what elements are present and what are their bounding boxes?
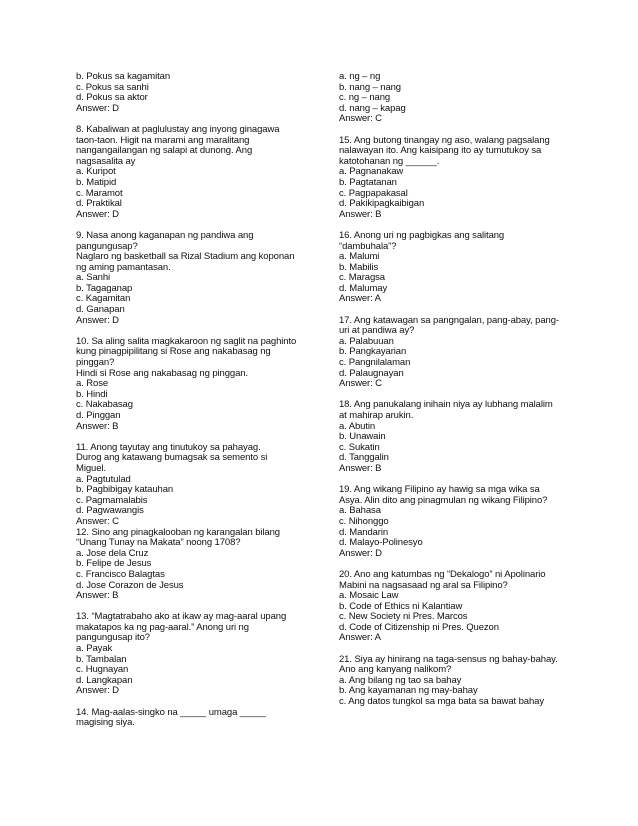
right-text-line: d. Malayo-Polinesyo bbox=[339, 537, 423, 549]
left-text-line: a. Kuripot bbox=[76, 166, 116, 178]
left-text-line: Naglaro ng basketball sa Rizal Stadium ang koponan bbox=[76, 251, 295, 263]
left-text-line: Answer: D bbox=[76, 685, 119, 697]
right-text-line: a. Ang bilang ng tao sa bahay bbox=[339, 674, 462, 686]
right-text-line: Ano ang kanyang nalikom? bbox=[339, 664, 452, 676]
left-text-line: d. Langkapan bbox=[76, 674, 133, 686]
left-text-line: 8. Kabaliwan at paglulustay ang inyong ginagawa bbox=[76, 123, 280, 135]
right-text-line: c. ng – nang bbox=[339, 92, 391, 104]
right-text-line: d. nang – kapag bbox=[339, 102, 406, 114]
left-text-line: a. Payak bbox=[76, 643, 113, 655]
left-text-line: magising siya. bbox=[76, 717, 135, 729]
right-text-line: a. Palabuuan bbox=[339, 335, 394, 347]
left-text-line: b. Tagaganap bbox=[76, 282, 133, 294]
right-text-line: 17. Ang katawagan sa pangngalan, pang-abay, pang- bbox=[339, 314, 559, 326]
right-text-line: Asya. Alin dito ang pinagmulan ng wikang Filipino? bbox=[339, 494, 548, 506]
right-text-line: c. Nihonggo bbox=[339, 515, 389, 527]
left-text-line: b. Pagbibigay katauhan bbox=[76, 484, 174, 496]
right-spacer bbox=[339, 125, 571, 136]
right-text-line: c. Pagpapakasal bbox=[339, 187, 408, 199]
right-text-line: Answer: D bbox=[339, 547, 382, 559]
left-text-line: 11. Anong tayutay ang tinutukoy sa pahayag. bbox=[76, 441, 261, 453]
right-text-line: d. Pakikipagkaibigan bbox=[339, 198, 425, 210]
right-text-line: d. Mandarin bbox=[339, 526, 389, 538]
left-text-line: a. Jose dela Cruz bbox=[76, 547, 149, 559]
left-text-line: c. Pagmamalabis bbox=[76, 494, 148, 506]
right-text-line: 21. Siya ay hinirang na taga-sensus ng bahay-bahay. bbox=[339, 653, 558, 665]
right-text-line: a. ng – ng bbox=[339, 71, 381, 82]
right-text-line: c. Pangnilalaman bbox=[339, 357, 411, 369]
right-text-line: b. Pangkayarian bbox=[339, 346, 407, 358]
left-text-line: Answer: B bbox=[76, 420, 119, 432]
left-text-line: 13. “Magtatrabaho ako at ikaw ay mag-aaral upang bbox=[76, 611, 287, 623]
left-text-line: taon-taon. Higit na marami ang maralitang bbox=[76, 134, 250, 146]
right-text-line: c. Ang datos tungkol sa mga bata sa bawat bahay bbox=[339, 696, 544, 708]
right-text-line: uri at pandiwa ay? bbox=[339, 325, 415, 337]
left-text-line: Answer: B bbox=[76, 590, 119, 602]
right-text-line: a. Abutin bbox=[339, 420, 376, 432]
left-text-line: 9. Nasa anong kaganapan ng pandiwa ang bbox=[76, 229, 254, 241]
right-text-line: “dambuhala”? bbox=[339, 240, 397, 252]
right-text-line: Answer: C bbox=[339, 378, 382, 390]
right-text-line: Answer: C bbox=[339, 113, 382, 125]
right-text-line: b. Mabilis bbox=[339, 261, 379, 273]
left-text-line: b. Felipe de Jesus bbox=[76, 558, 152, 570]
left-text-line: Answer: D bbox=[76, 102, 119, 114]
left-text-line: Answer: D bbox=[76, 314, 119, 326]
right-text-line: Answer: B bbox=[339, 462, 382, 474]
left-text-line: Miguel. bbox=[76, 462, 106, 474]
right-text-line: a. Pagnanakaw bbox=[339, 166, 404, 178]
left-text-line: nangangailangan ng salapi at dunong. Ang bbox=[76, 145, 253, 157]
left-column bbox=[76, 72, 308, 729]
right-text-line: b. nang – nang bbox=[339, 81, 401, 93]
right-text-line: at mahirap arukin. bbox=[339, 410, 414, 421]
right-text-line: Answer: A bbox=[339, 632, 381, 644]
right-text-line: b. Pagtatanan bbox=[339, 176, 397, 188]
right-text-line: Answer: B bbox=[339, 208, 382, 220]
right-text-line: b. Ang kayamanan ng may-bahay bbox=[339, 685, 478, 697]
right-text-line: b. Unawain bbox=[339, 431, 386, 443]
right-text-line: c. Sukatin bbox=[339, 441, 380, 453]
left-text-line: d. Pokus sa aktor bbox=[76, 92, 148, 104]
right-text-line: c. Maragsa bbox=[339, 272, 385, 284]
left-text-line: d. Pagwawangis bbox=[76, 505, 144, 517]
right-text-line: d. Code of Citizenship ni Pres. Quezon bbox=[339, 621, 499, 633]
left-text-line: pangungusap ito? bbox=[76, 632, 150, 644]
right-text-line: 15. Ang butong tinangay ng aso, walang pagsalang bbox=[339, 134, 550, 146]
left-text-line: c. Pokus sa sanhi bbox=[76, 81, 149, 93]
right-text-line: 19. Ang wikang Filipino ay hawig sa mga wika sa bbox=[339, 484, 540, 496]
right-text-line: nalawayan ito. Ang kaisipang ito ay tumutukoy sa bbox=[339, 145, 542, 157]
left-text-line: Durog ang katawang bumagsak sa semento si bbox=[76, 452, 268, 464]
left-text-line: b. Pokus sa kagamitan bbox=[76, 71, 171, 82]
right-text-line: 20. Ano ang katumbas ng “Dekalogo” ni Apolinario bbox=[339, 568, 546, 580]
right-text-line: katotohanan ng ______. bbox=[339, 155, 440, 167]
left-text-line: a. Rose bbox=[76, 378, 109, 390]
right-column bbox=[339, 72, 571, 708]
right-text-line: c. New Society ni Pres. Marcos bbox=[339, 611, 468, 623]
left-text-line: d. Praktikal bbox=[76, 198, 122, 210]
left-text-line: a. Sanhi bbox=[76, 272, 111, 284]
left-text-line: b. Hindi bbox=[76, 388, 108, 400]
left-text-line: Answer: D bbox=[76, 208, 119, 220]
right-text-line: d. Malumay bbox=[339, 282, 388, 294]
left-text-line: Hindi si Rose ang nakabasag ng pinggan. bbox=[76, 367, 248, 379]
left-text-line: b. Tambalan bbox=[76, 653, 127, 665]
right-text-line: 16. Anong uri ng pagbigkas ang salitang bbox=[339, 229, 505, 241]
left-text-line: c. Nakabasag bbox=[76, 399, 133, 411]
right-text-line: Answer: A bbox=[339, 293, 381, 305]
left-text-line: pinggan? bbox=[76, 357, 115, 369]
left-text-line: c. Hugnayan bbox=[76, 664, 129, 676]
left-text-line: Answer: C bbox=[76, 515, 119, 527]
right-text-line: d. Tanggalin bbox=[339, 452, 389, 464]
left-text-line: c. Maramot bbox=[76, 187, 123, 199]
left-text-line: d. Pinggan bbox=[76, 410, 121, 421]
right-text-line: a. Bahasa bbox=[339, 505, 381, 517]
left-text-line: kung pinagpipilitang si Rose ang nakabasag ng bbox=[76, 346, 271, 358]
left-text-line: d. Ganapan bbox=[76, 304, 125, 316]
right-text-line: 18. Ang panukalang inihain niya ay lubhang malalim bbox=[339, 399, 553, 411]
left-text-line: b. Matipid bbox=[76, 176, 117, 188]
left-text-line: 10. Sa aling salita magkakaroon ng saglit na paghinto bbox=[76, 335, 297, 347]
right-text-line: Mabini na nagsasaad ng aral sa Filipino? bbox=[339, 579, 508, 591]
left-text-line: pangungusap? bbox=[76, 240, 138, 252]
left-text-line: nagsasalita ay bbox=[76, 155, 136, 167]
right-text-line: a. Mosaic Law bbox=[339, 590, 399, 602]
left-text-line: 12. Sino ang pinagkalooban ng karangalan bilang bbox=[76, 526, 280, 538]
right-text-line: d. Palaugnayan bbox=[339, 367, 404, 379]
left-text-line: makatapos ka ng pag-aaral.” Anong uri ng bbox=[76, 621, 249, 633]
left-text-line: c. Francisco Balagtas bbox=[76, 568, 165, 580]
left-text-line: c. Kagamitan bbox=[76, 293, 131, 305]
right-text-line: a. Malumi bbox=[339, 251, 380, 263]
left-text-line: d. Jose Corazon de Jesus bbox=[76, 579, 184, 591]
left-text-line: a. Pagtutulad bbox=[76, 473, 131, 485]
right-text-line: b. Code of Ethics ni Kalantiaw bbox=[339, 600, 463, 612]
left-text-line: ng aming pamantasan. bbox=[76, 261, 171, 273]
left-text-line: 14. Mag-aalas-singko na _____ umaga _____ bbox=[76, 706, 266, 718]
left-text-line: “Unang Tunay na Makata” noong 1708? bbox=[76, 537, 241, 549]
